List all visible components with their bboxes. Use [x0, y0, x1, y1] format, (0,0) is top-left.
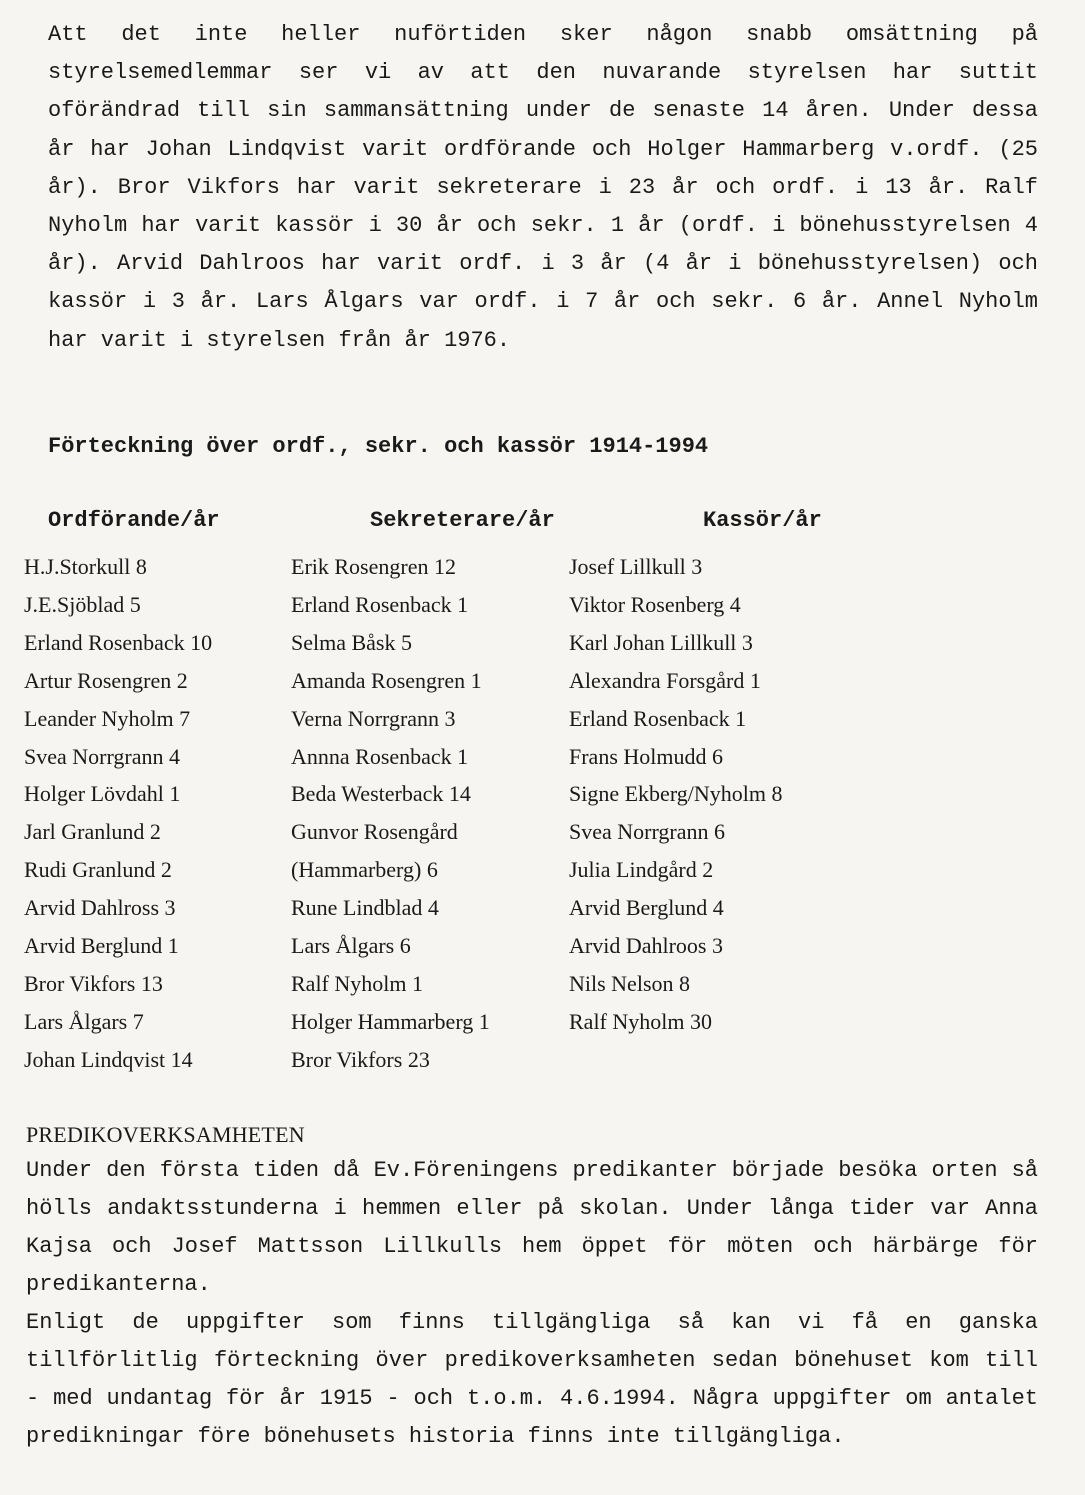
sekreterare-column-header: Sekreterare/år: [370, 508, 555, 533]
sekreterare-entry: Erik Rosengren 12: [291, 554, 456, 579]
kassor-entry: Signe Ekberg/Nyholm 8: [569, 781, 783, 807]
sekreterare-entry: Annna Rosenback 1: [291, 743, 469, 769]
ordforande-entry: Arvid Berglund 1: [24, 933, 179, 959]
kassor-entry: Erland Rosenback 1: [569, 705, 747, 731]
kassor-entry: Karl Johan Lillkull 3: [569, 629, 753, 655]
sekreterare-entry: Selma Båsk 5: [291, 629, 412, 655]
ordforande-entry: Svea Norrgrann 4: [24, 743, 180, 769]
kassor-entry: Arvid Berglund 4: [569, 895, 724, 921]
section-title: PREDIKOVERKSAMHETEN: [26, 1122, 305, 1147]
ordforande-entry: Jarl Granlund 2: [24, 819, 161, 845]
kassor-entry: Julia Lindgård 2: [569, 857, 714, 883]
ordforande-entry: Bror Vikfors 13: [24, 970, 163, 996]
sekreterare-entry: Beda Westerback 14: [291, 781, 471, 807]
kassor-entry: Ralf Nyholm 30: [569, 1008, 712, 1034]
sekreterare-entry: (Hammarberg) 6: [291, 857, 438, 883]
kassor-entry: Svea Norrgrann 6: [569, 819, 725, 845]
kassor-entry: Josef Lillkull 3: [569, 554, 703, 579]
kassor-entry: Nils Nelson 8: [569, 970, 690, 996]
ordforande-entry: Artur Rosengren 2: [24, 667, 188, 693]
ordforande-entry: Erland Rosenback 10: [24, 629, 213, 655]
ordforande-entry: Arvid Dahlross 3: [24, 895, 176, 921]
ordforande-entry: H.J.Storkull 8: [24, 554, 147, 579]
section-paragraph: Under den första tiden då Ev.Föreningens predikanter började besöka orten så hölls andaktsstunderna i hemmen eller på skolan. Under långa tider var Anna Kajsa och Josef Mattsson Lillkulls hem öppet för möten och härbärge för predikanterna.: [26, 1158, 1038, 1297]
kassor-entry: Alexandra Forsgård 1: [569, 667, 761, 693]
sekreterare-list: [291, 548, 490, 1079]
sekreterare-entry: Amanda Rosengren 1: [291, 667, 482, 693]
ordforande-entry: Johan Lindqvist 14: [24, 1046, 193, 1072]
kassor-entry: Viktor Rosenberg 4: [569, 591, 741, 617]
kassor-column-header: Kassör/år: [703, 508, 822, 533]
sekreterare-entry: Lars Ålgars 6: [291, 933, 411, 959]
ordforande-list: [24, 548, 212, 1079]
ordforande-entry: J.E.Sjöblad 5: [24, 591, 141, 617]
ordforande-entry: Rudi Granlund 2: [24, 857, 172, 883]
sekreterare-entry: Erland Rosenback 1: [291, 591, 469, 617]
sekreterare-entry: Ralf Nyholm 1: [291, 970, 423, 996]
section-body: [26, 1152, 1038, 1456]
ordforande-entry: Holger Lövdahl 1: [24, 781, 181, 807]
ordforande-column-header: Ordförande/år: [48, 508, 220, 533]
kassor-entry: Frans Holmudd 6: [569, 743, 723, 769]
sekreterare-entry: Bror Vikfors 23: [291, 1046, 430, 1072]
ordforande-entry: Leander Nyholm 7: [24, 705, 191, 731]
sekreterare-entry: Rune Lindblad 4: [291, 895, 439, 921]
ordforande-entry: Lars Ålgars 7: [24, 1008, 144, 1034]
section-paragraph: Enligt de uppgifter som finns tillgängliga så kan vi få en ganska tillförlitlig förteckning över predikoverksamheten sedan bönehuset kom till - med undantag för år 1915 - och t.o.m. 4.6.1994. Några uppgifter om antalet predikningar före bönehusets historia finns inte tillgängliga.: [26, 1310, 1038, 1449]
intro-paragraph: Att det inte heller nuförtiden sker någon snabb omsättning på styrelsemedlemmar ser vi av att den nuvarande styrelsen har suttit oförändrad till sin sammansättning under de senaste 14 åren. Under dessa år har Johan Lindqvist varit ordförande och Holger Hammarberg v.ordf. (25 år). Bror Vikfors har varit sekreterare i 23 år och ordf. i 13 år. Ralf Nyholm har varit kassör i 30 år och sekr. 1 år (ordf. i bönehusstyrelsen 4 år). Arvid Dahlroos har varit ordf. i 3 år (4 år i bönehusstyrelsen) och kassör i 3 år. Lars Ålgars var ordf. i 7 år och sekr. 6 år. Annel Nyholm har varit i styrelsen från år 1976.: [48, 22, 1038, 353]
list-heading: Förteckning över ordf., sekr. och kassör 1914-1994: [48, 434, 709, 459]
kassor-list: [569, 548, 782, 1041]
sekreterare-entry: Gunvor Rosengård: [291, 819, 458, 845]
kassor-entry: Arvid Dahlroos 3: [569, 933, 723, 959]
sekreterare-entry: Holger Hammarberg 1: [291, 1008, 490, 1034]
sekreterare-entry: Verna Norrgrann 3: [291, 705, 456, 731]
